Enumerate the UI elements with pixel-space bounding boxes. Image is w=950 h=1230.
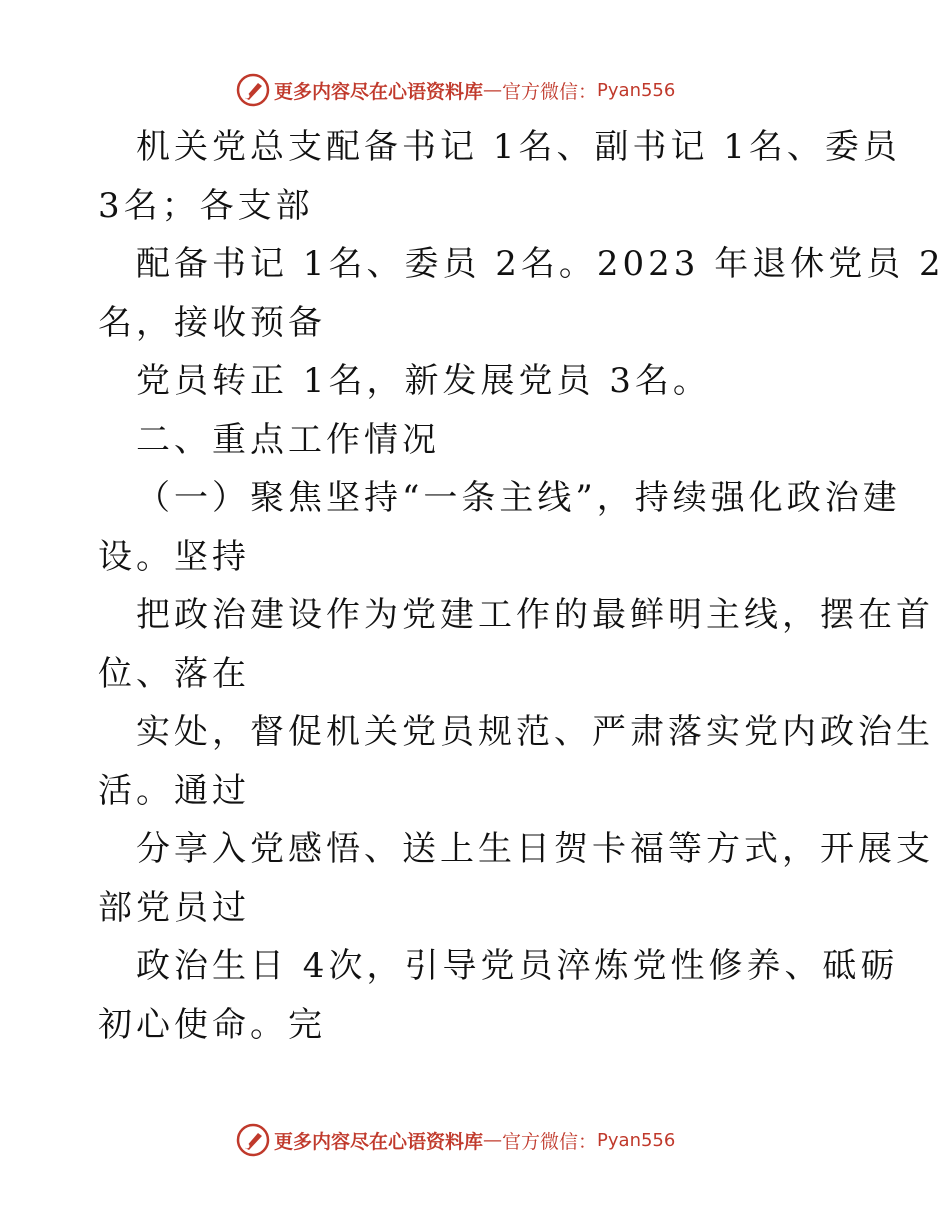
watermark-wechat-id: Pyan556 xyxy=(597,79,676,101)
watermark-dash: — xyxy=(483,1129,503,1151)
text-line: 把政治建设作为党建工作的最鲜明主线，摆在首 xyxy=(136,595,934,635)
document-body xyxy=(98,118,945,1054)
pen-logo-icon xyxy=(236,1123,270,1157)
pen-logo-icon xyxy=(236,73,270,107)
watermark-wechat-id: Pyan556 xyxy=(597,1129,676,1151)
text-line: 名，接收预备 xyxy=(98,302,326,343)
text-line: 政治生日 4次，引导党员淬炼党性修养、砥砺 xyxy=(136,946,899,986)
subsection-heading: （一）聚焦坚持“一条主线”，持续强化政治建 xyxy=(136,478,901,518)
text-line: 配备书记 1名、委员 2名。2023 年退休党员 2 xyxy=(136,244,945,284)
text-line: 分享入党感悟、送上生日贺卡福等方式，开展支 xyxy=(136,829,934,869)
section-heading: 二、重点工作情况 xyxy=(136,419,440,460)
watermark-sub-text: 官方微信： xyxy=(502,1130,598,1153)
watermark-main-text: 更多内容尽在心语资料库 xyxy=(274,1130,484,1153)
footer-watermark xyxy=(236,1122,675,1158)
watermark-dash: — xyxy=(483,79,503,101)
text-line: 3名；各支部 xyxy=(98,185,314,226)
text-line: 部党员过 xyxy=(98,887,250,928)
text-line: 位、落在 xyxy=(98,653,250,694)
text-line: 党员转正 1名，新发展党员 3名。 xyxy=(136,361,711,401)
text-line: 机关党总支配备书记 1名、副书记 1名、委员 xyxy=(136,127,901,167)
text-line: 活。通过 xyxy=(98,770,250,811)
watermark-main-text: 更多内容尽在心语资料库 xyxy=(274,80,484,103)
text-line: 初心使命。完 xyxy=(98,1004,326,1045)
text-line: 设。坚持 xyxy=(98,536,250,577)
header-watermark xyxy=(236,72,675,108)
watermark-sub-text: 官方微信： xyxy=(502,80,598,103)
text-line: 实处，督促机关党员规范、严肃落实党内政治生 xyxy=(136,712,934,752)
